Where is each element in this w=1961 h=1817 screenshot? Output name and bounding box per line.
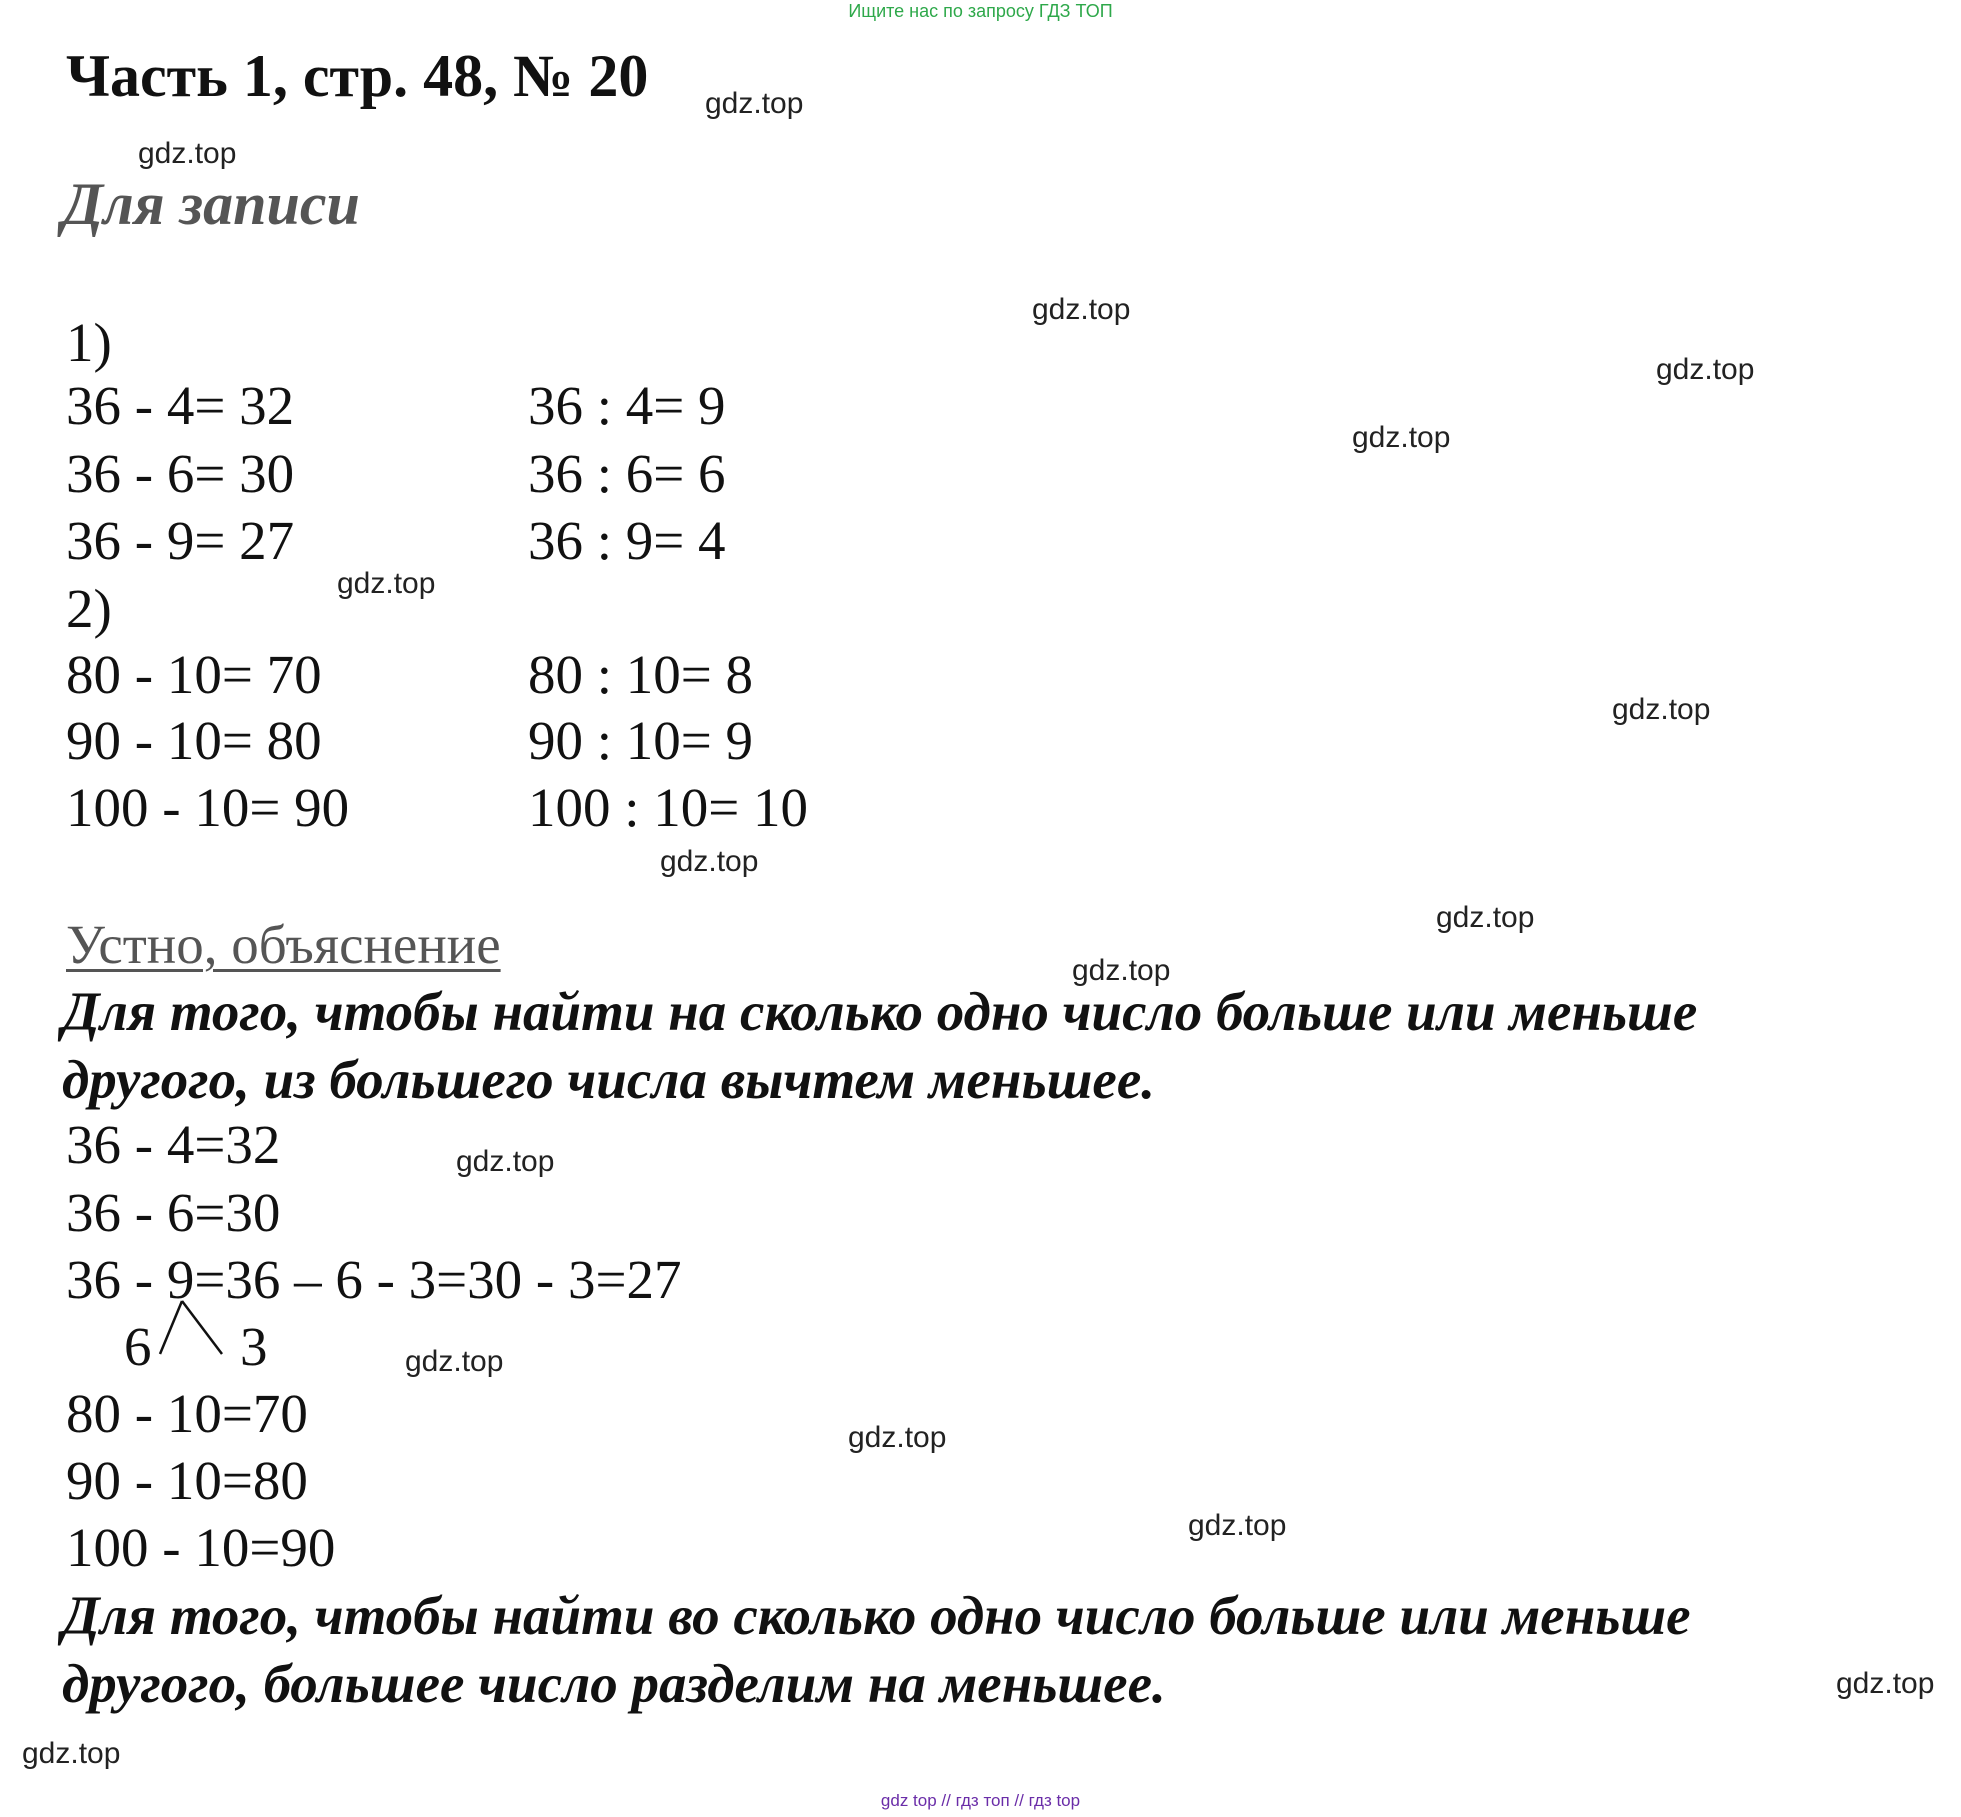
equation: 80 - 10=70	[66, 1383, 308, 1444]
watermark: gdz.top	[138, 137, 237, 170]
equation: 36 - 6= 30	[66, 443, 295, 504]
equation: 36 : 9= 4	[528, 510, 726, 571]
bottom-banner: gdz top // гдз топ // гдз top	[880, 1791, 1081, 1810]
equation: 100 - 10= 90	[66, 777, 350, 838]
record-heading: Для записи	[62, 171, 360, 237]
watermark: gdz.top	[705, 87, 804, 120]
equation: 100 - 10=90	[66, 1517, 336, 1578]
equation: 100 : 10= 10	[528, 777, 809, 838]
watermark: gdz.top	[1436, 901, 1535, 934]
equation: 36 - 9= 27	[66, 510, 295, 571]
rule-text: Для того, чтобы найти во сколько одно число больше или меньше	[62, 1585, 1691, 1646]
watermark: gdz.top	[1032, 293, 1131, 326]
decomposition-right: 3	[240, 1316, 268, 1377]
equation: 80 : 10= 8	[528, 644, 754, 705]
rule-text: другого, из большего числа вычтем меньшее.	[62, 1049, 1155, 1110]
watermark: gdz.top	[660, 845, 759, 878]
equation: 36 - 9=36 – 6 - 3=30 - 3=27	[66, 1249, 682, 1310]
decomposition-branch	[150, 1298, 230, 1358]
watermark: gdz.top	[1612, 693, 1711, 726]
watermark: gdz.top	[22, 1737, 121, 1770]
decomposition-left: 6	[124, 1316, 152, 1377]
watermark: gdz.top	[1656, 353, 1755, 386]
equation: 80 - 10= 70	[66, 644, 322, 705]
part2-label: 2)	[66, 578, 112, 639]
equation: 90 - 10= 80	[66, 710, 322, 771]
watermark: gdz.top	[456, 1145, 555, 1178]
top-banner: Ищите нас по запросу ГДЗ ТОП	[848, 1, 1113, 21]
watermark: gdz.top	[1836, 1667, 1935, 1700]
equation: 36 - 6=30	[66, 1182, 281, 1243]
rule-text: Для того, чтобы найти на сколько одно число больше или меньше	[62, 981, 1698, 1042]
oral-heading: Устно, объяснение	[66, 914, 501, 975]
page-title: Часть 1, стр. 48, № 20	[66, 43, 649, 109]
watermark: gdz.top	[337, 567, 436, 600]
equation: 36 - 4=32	[66, 1114, 281, 1175]
equation: 90 : 10= 9	[528, 710, 754, 771]
watermark: gdz.top	[848, 1421, 947, 1454]
equation: 36 : 6= 6	[528, 443, 726, 504]
watermark: gdz.top	[1188, 1509, 1287, 1542]
watermark: gdz.top	[1352, 421, 1451, 454]
equation: 36 - 4= 32	[66, 375, 295, 436]
part1-label: 1)	[66, 312, 112, 373]
rule-text: другого, большее число разделим на меньшее.	[62, 1653, 1166, 1714]
equation: 90 - 10=80	[66, 1450, 308, 1511]
watermark: gdz.top	[1072, 954, 1171, 987]
equation: 36 : 4= 9	[528, 375, 726, 436]
watermark: gdz.top	[405, 1345, 504, 1378]
